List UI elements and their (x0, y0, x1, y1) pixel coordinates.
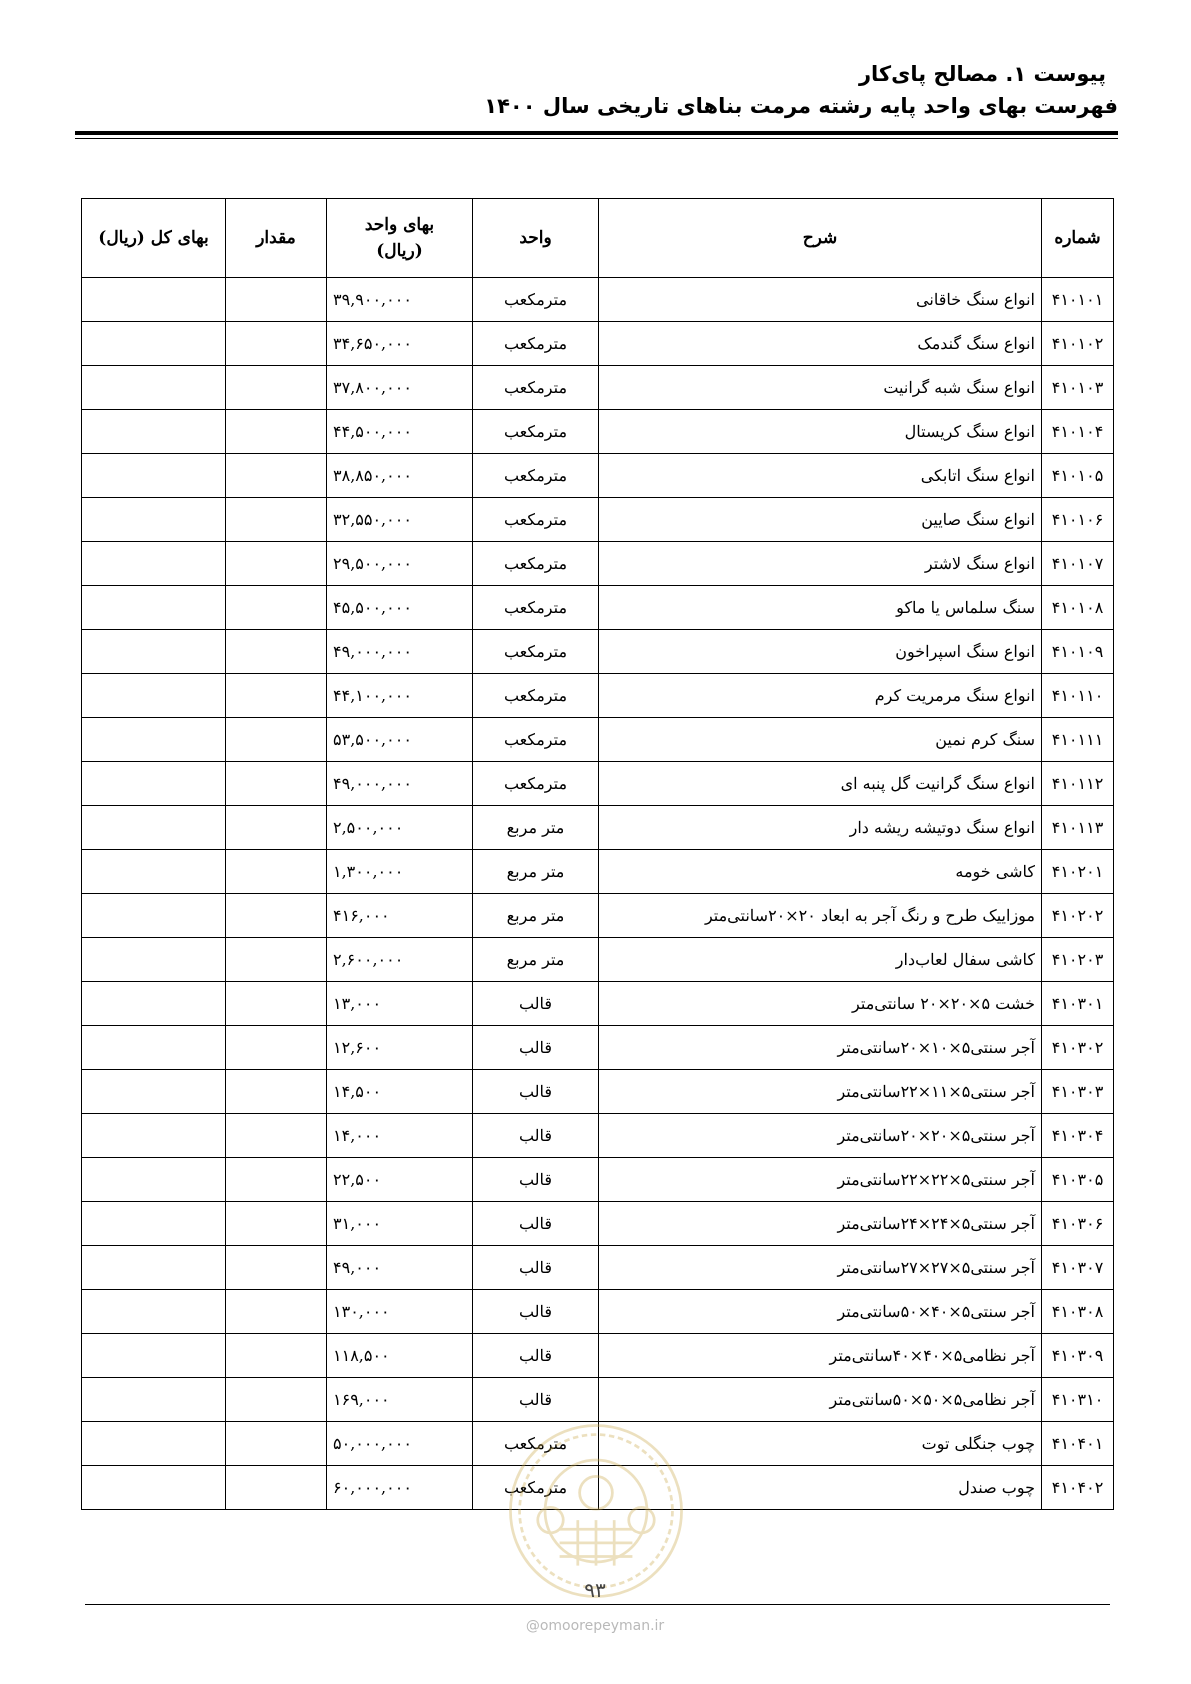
table-row (82, 630, 1114, 674)
table-row (82, 278, 1114, 322)
item-unit-price: ۳۷,۸۰۰,۰۰۰ (327, 366, 473, 410)
item-total-price (82, 850, 226, 894)
item-unit: قالب (473, 1202, 599, 1246)
item-code: ۴۱۰۳۰۶ (1042, 1202, 1114, 1246)
header-unit-price (327, 199, 473, 278)
item-unit: قالب (473, 1026, 599, 1070)
item-description: انواع سنگ صایین (599, 498, 1042, 542)
item-description: سنگ سلماس یا ماکو (599, 586, 1042, 630)
item-unit-price: ۲۹,۵۰۰,۰۰۰ (327, 542, 473, 586)
item-quantity (226, 718, 327, 762)
item-unit-price: ۱۲,۶۰۰ (327, 1026, 473, 1070)
item-quantity (226, 1290, 327, 1334)
table-row (82, 454, 1114, 498)
item-total-price (82, 674, 226, 718)
item-unit: مترمکعب (473, 454, 599, 498)
item-unit-price: ۴۹,۰۰۰,۰۰۰ (327, 762, 473, 806)
item-description: انواع سنگ خاقانی (599, 278, 1042, 322)
item-quantity (226, 1378, 327, 1422)
item-description: آجر سنتی۵×۴۰×۵۰سانتی‌متر (599, 1290, 1042, 1334)
item-quantity (226, 498, 327, 542)
item-total-price (82, 1466, 226, 1510)
price-table (81, 198, 1114, 1510)
item-quantity (226, 410, 327, 454)
table-row (82, 498, 1114, 542)
table-row (82, 1334, 1114, 1378)
item-code: ۴۱۰۱۰۵ (1042, 454, 1114, 498)
item-code: ۴۱۰۳۰۹ (1042, 1334, 1114, 1378)
item-description: کاشی خومه (599, 850, 1042, 894)
item-description: آجر سنتی۵×۲۲×۲۲سانتی‌متر (599, 1158, 1042, 1202)
item-quantity (226, 1158, 327, 1202)
item-unit: مترمکعب (473, 542, 599, 586)
item-description: انواع سنگ مرمریت کرم (599, 674, 1042, 718)
item-code: ۴۱۰۱۱۱ (1042, 718, 1114, 762)
item-description: موزاییک طرح و رنگ آجر به ابعاد ۲۰×۲۰سانتی‌متر (599, 894, 1042, 938)
item-unit-price: ۲,۵۰۰,۰۰۰ (327, 806, 473, 850)
item-quantity (226, 278, 327, 322)
item-unit: متر مربع (473, 806, 599, 850)
item-code: ۴۱۰۴۰۱ (1042, 1422, 1114, 1466)
item-description: انواع سنگ اتابکی (599, 454, 1042, 498)
item-unit: قالب (473, 982, 599, 1026)
item-total-price (82, 586, 226, 630)
item-total-price (82, 278, 226, 322)
table-row (82, 1026, 1114, 1070)
item-unit: متر مربع (473, 938, 599, 982)
item-unit: قالب (473, 1070, 599, 1114)
item-code: ۴۱۰۱۰۳ (1042, 366, 1114, 410)
appendix-title: پیوست ۱. مصالح پای‌کار (858, 62, 1106, 86)
item-total-price (82, 1070, 226, 1114)
table-row (82, 894, 1114, 938)
item-description: انواع سنگ گندمک (599, 322, 1042, 366)
item-unit-price: ۴۹,۰۰۰,۰۰۰ (327, 630, 473, 674)
item-total-price (82, 1114, 226, 1158)
item-quantity (226, 762, 327, 806)
item-unit: مترمکعب (473, 762, 599, 806)
item-description: چوب صندل (599, 1466, 1042, 1510)
header-unit: واحد (473, 199, 599, 278)
item-code: ۴۱۰۱۰۶ (1042, 498, 1114, 542)
item-total-price (82, 1422, 226, 1466)
item-description: انواع سنگ گرانیت گل پنبه ای (599, 762, 1042, 806)
item-description: آجر سنتی۵×۲۴×۲۴سانتی‌متر (599, 1202, 1042, 1246)
item-code: ۴۱۰۳۰۱ (1042, 982, 1114, 1026)
header-code: شماره (1042, 199, 1114, 278)
item-description: سنگ کرم نمین (599, 718, 1042, 762)
item-code: ۴۱۰۳۰۸ (1042, 1290, 1114, 1334)
item-unit: متر مربع (473, 894, 599, 938)
item-code: ۴۱۰۱۰۴ (1042, 410, 1114, 454)
item-unit: مترمکعب (473, 322, 599, 366)
item-unit: مترمکعب (473, 1422, 599, 1466)
item-unit: قالب (473, 1114, 599, 1158)
item-total-price (82, 1202, 226, 1246)
item-unit-price: ۱۳۰,۰۰۰ (327, 1290, 473, 1334)
item-unit-price: ۴۱۶,۰۰۰ (327, 894, 473, 938)
item-quantity (226, 1202, 327, 1246)
item-unit-price: ۳۹,۹۰۰,۰۰۰ (327, 278, 473, 322)
item-quantity (226, 1246, 327, 1290)
item-total-price (82, 762, 226, 806)
item-description: آجر نظامی۵×۵۰×۵۰سانتی‌متر (599, 1378, 1042, 1422)
item-description: آجر نظامی۵×۴۰×۴۰سانتی‌متر (599, 1334, 1042, 1378)
item-unit-price: ۵۳,۵۰۰,۰۰۰ (327, 718, 473, 762)
table-row (82, 1246, 1114, 1290)
item-unit-price: ۶۰,۰۰۰,۰۰۰ (327, 1466, 473, 1510)
item-unit: مترمکعب (473, 586, 599, 630)
item-description: انواع سنگ شبه گرانیت (599, 366, 1042, 410)
item-unit-price: ۱۶۹,۰۰۰ (327, 1378, 473, 1422)
item-code: ۴۱۰۲۰۳ (1042, 938, 1114, 982)
header-rule-thin (75, 138, 1118, 139)
item-code: ۴۱۰۲۰۲ (1042, 894, 1114, 938)
item-unit: مترمکعب (473, 674, 599, 718)
table-row (82, 1070, 1114, 1114)
page-header (75, 58, 1118, 122)
item-total-price (82, 1158, 226, 1202)
item-unit: مترمکعب (473, 630, 599, 674)
item-unit-price: ۳۱,۰۰۰ (327, 1202, 473, 1246)
table-row (82, 586, 1114, 630)
header-unit-price-currency: (ریال) (376, 241, 423, 261)
item-total-price (82, 1290, 226, 1334)
item-code: ۴۱۰۱۰۷ (1042, 542, 1114, 586)
item-total-price (82, 1246, 226, 1290)
item-unit-price: ۴۵,۵۰۰,۰۰۰ (327, 586, 473, 630)
item-description: چوب جنگلی توت (599, 1422, 1042, 1466)
item-quantity (226, 1334, 327, 1378)
table-row (82, 542, 1114, 586)
item-code: ۴۱۰۱۰۸ (1042, 586, 1114, 630)
item-unit-price: ۴۹,۰۰۰ (327, 1246, 473, 1290)
item-total-price (82, 1378, 226, 1422)
table-row (82, 762, 1114, 806)
item-unit: قالب (473, 1158, 599, 1202)
stamp-seal-icon (505, 1420, 687, 1602)
table-row (82, 806, 1114, 850)
item-total-price (82, 718, 226, 762)
item-code: ۴۱۰۱۱۲ (1042, 762, 1114, 806)
item-quantity (226, 1070, 327, 1114)
item-description: کاشی سفال لعاب‌دار (599, 938, 1042, 982)
item-quantity (226, 542, 327, 586)
item-unit-price: ۱,۳۰۰,۰۰۰ (327, 850, 473, 894)
item-quantity (226, 806, 327, 850)
header-rule-thick (75, 131, 1118, 135)
item-quantity (226, 850, 327, 894)
item-quantity (226, 630, 327, 674)
item-unit-price: ۱۴,۰۰۰ (327, 1114, 473, 1158)
item-total-price (82, 630, 226, 674)
footer-rule (85, 1604, 1110, 1605)
item-total-price (82, 366, 226, 410)
item-quantity (226, 1422, 327, 1466)
table-row (82, 982, 1114, 1026)
table-row (82, 674, 1114, 718)
table-row (82, 1158, 1114, 1202)
item-description: آجر سنتی۵×۱۱×۲۲سانتی‌متر (599, 1070, 1042, 1114)
item-code: ۴۱۰۲۰۱ (1042, 850, 1114, 894)
item-description: انواع سنگ دوتیشه ریشه دار (599, 806, 1042, 850)
item-description: آجر سنتی۵×۱۰×۲۰سانتی‌متر (599, 1026, 1042, 1070)
item-code: ۴۱۰۴۰۲ (1042, 1466, 1114, 1510)
header-total-price: بهای کل (ریال) (82, 199, 226, 278)
item-unit-price: ۴۴,۱۰۰,۰۰۰ (327, 674, 473, 718)
item-unit: مترمکعب (473, 718, 599, 762)
item-unit-price: ۳۴,۶۵۰,۰۰۰ (327, 322, 473, 366)
document-title: فهرست بهای واحد پایه رشته مرمت بناهای تاریخی سال ۱۴۰۰ (484, 94, 1118, 118)
table-row (82, 850, 1114, 894)
item-total-price (82, 454, 226, 498)
item-description: آجر سنتی۵×۲۷×۲۷سانتی‌متر (599, 1246, 1042, 1290)
table-row (82, 366, 1114, 410)
item-description: آجر سنتی۵×۲۰×۲۰سانتی‌متر (599, 1114, 1042, 1158)
item-quantity (226, 894, 327, 938)
item-unit-price: ۳۲,۵۵۰,۰۰۰ (327, 498, 473, 542)
item-total-price (82, 498, 226, 542)
item-unit: قالب (473, 1378, 599, 1422)
item-unit-price: ۲۲,۵۰۰ (327, 1158, 473, 1202)
item-quantity (226, 322, 327, 366)
table-row (82, 410, 1114, 454)
item-quantity (226, 1114, 327, 1158)
item-total-price (82, 1334, 226, 1378)
header-description: شرح (599, 199, 1042, 278)
item-total-price (82, 806, 226, 850)
table-row (82, 938, 1114, 982)
item-unit: قالب (473, 1246, 599, 1290)
item-code: ۴۱۰۳۰۷ (1042, 1246, 1114, 1290)
item-unit: مترمکعب (473, 278, 599, 322)
item-code: ۴۱۰۱۰۹ (1042, 630, 1114, 674)
item-quantity (226, 938, 327, 982)
item-code: ۴۱۰۳۰۴ (1042, 1114, 1114, 1158)
item-code: ۴۱۰۱۱۰ (1042, 674, 1114, 718)
item-quantity (226, 366, 327, 410)
item-unit: مترمکعب (473, 366, 599, 410)
item-quantity (226, 586, 327, 630)
item-total-price (82, 982, 226, 1026)
item-quantity (226, 454, 327, 498)
table-row (82, 718, 1114, 762)
item-unit-price: ۲,۶۰۰,۰۰۰ (327, 938, 473, 982)
item-total-price (82, 410, 226, 454)
item-total-price (82, 542, 226, 586)
item-code: ۴۱۰۳۱۰ (1042, 1378, 1114, 1422)
item-unit: مترمکعب (473, 410, 599, 454)
item-description: خشت ۵×۲۰×۲۰ سانتی‌متر (599, 982, 1042, 1026)
item-total-price (82, 1026, 226, 1070)
item-description: انواع سنگ لاشتر (599, 542, 1042, 586)
item-quantity (226, 982, 327, 1026)
item-code: ۴۱۰۳۰۳ (1042, 1070, 1114, 1114)
item-description: انواع سنگ کریستال (599, 410, 1042, 454)
item-unit-price: ۴۴,۵۰۰,۰۰۰ (327, 410, 473, 454)
item-unit: مترمکعب (473, 1466, 599, 1510)
item-code: ۴۱۰۳۰۵ (1042, 1158, 1114, 1202)
item-description: انواع سنگ اسپراخون (599, 630, 1042, 674)
table-row (82, 1290, 1114, 1334)
item-unit-price: ۳۸,۸۵۰,۰۰۰ (327, 454, 473, 498)
item-quantity (226, 1026, 327, 1070)
item-unit-price: ۱۳,۰۰۰ (327, 982, 473, 1026)
item-unit-price: ۱۴,۵۰۰ (327, 1070, 473, 1114)
item-code: ۴۱۰۱۱۳ (1042, 806, 1114, 850)
table-row (82, 1202, 1114, 1246)
item-quantity (226, 1466, 327, 1510)
item-code: ۴۱۰۳۰۲ (1042, 1026, 1114, 1070)
item-unit-price: ۱۱۸,۵۰۰ (327, 1334, 473, 1378)
item-code: ۴۱۰۱۰۱ (1042, 278, 1114, 322)
item-quantity (226, 674, 327, 718)
item-unit: متر مربع (473, 850, 599, 894)
watermark-text: @omoorepeyman.ir (525, 1618, 665, 1634)
item-unit: مترمکعب (473, 498, 599, 542)
table-header-row (82, 199, 1114, 278)
header-unit-price-label: بهای واحد (364, 215, 435, 235)
item-total-price (82, 894, 226, 938)
table-row (82, 1378, 1114, 1422)
table-row (82, 322, 1114, 366)
item-unit-price: ۵۰,۰۰۰,۰۰۰ (327, 1422, 473, 1466)
item-code: ۴۱۰۱۰۲ (1042, 322, 1114, 366)
item-unit: قالب (473, 1290, 599, 1334)
page-number: ۹۳ (584, 1578, 606, 1602)
item-total-price (82, 322, 226, 366)
header-quantity: مقدار (226, 199, 327, 278)
item-unit: قالب (473, 1334, 599, 1378)
table-row (82, 1114, 1114, 1158)
item-total-price (82, 938, 226, 982)
